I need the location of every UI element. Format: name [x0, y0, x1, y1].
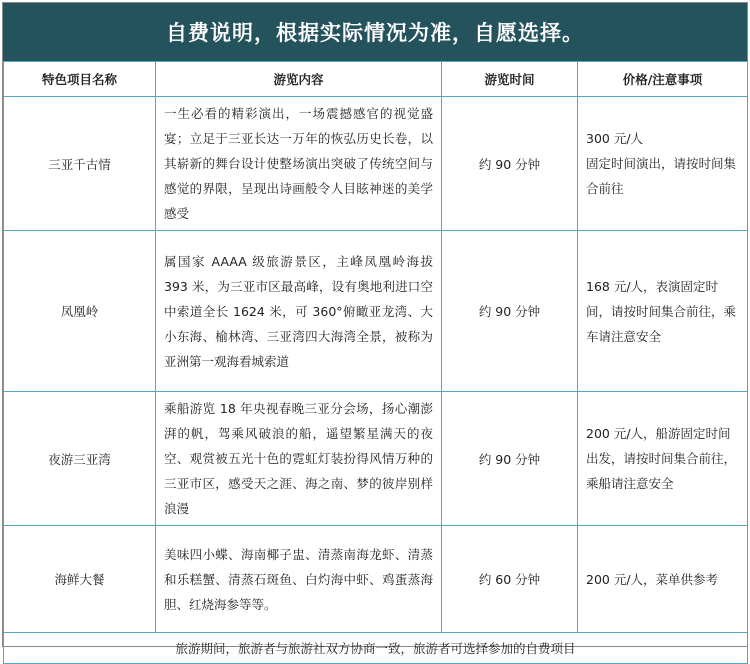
item-content: 美味四小蝶、海南椰子盅、清蒸南海龙虾、清蒸和乐糕蟹、清蒸石斑鱼、白灼海中虾、鸡蛋蒸海胆、红烧海参等等。: [156, 526, 442, 633]
item-time: 约 60 分钟: [442, 526, 578, 633]
header-content: 游览内容: [156, 62, 442, 97]
table-row: [4, 231, 748, 392]
footnote-row: [4, 633, 748, 664]
table-header-row: [4, 62, 748, 97]
item-content: 属国家 AAAA 级旅游景区，主峰凤凰岭海拔 393 米，为三亚市区最高峰，设有奥地利进口空中索道全长 1624 米，可 360°俯瞰亚龙湾、大小东海、榆林湾、三亚湾四大海湾全景，被称为亚洲第一观海看城索道: [156, 231, 442, 392]
header-price: 价格/注意事项: [578, 62, 748, 97]
item-price: 200 元/人，菜单供参考: [578, 526, 748, 633]
table-row: [4, 526, 748, 633]
item-name: 凤凰岭: [4, 231, 156, 392]
table-row: [4, 392, 748, 526]
item-name: 三亚千古情: [4, 97, 156, 231]
item-price: 200 元/人，船游固定时间出发，请按时间集合前往，乘船请注意安全: [578, 392, 748, 526]
page-title: 自费说明，根据实际情况为准，自愿选择。: [3, 3, 747, 61]
item-content: 乘船游览 18 年央视春晚三亚分会场，扬心潮澎湃的帆，驾乘风破浪的船，遥望繁星满天的夜空、观赏被五光十色的霓虹灯装扮得风情万种的三亚市区，感受天之涯、海之南、梦的彼岸别样浪漫: [156, 392, 442, 526]
itinerary-document: [2, 2, 748, 656]
item-price-amount: 300 元/人: [586, 131, 644, 146]
item-price: 168 元/人，表演固定时间，请按时间集合前往，乘车请注意安全: [578, 231, 748, 392]
item-content: 一生必看的精彩演出，一场震撼感官的视觉盛宴；立足于三亚长达一万年的恢弘历史长卷，以其崭新的舞台设计使整场演出突破了传统空间与感觉的界限，呈现出诗画般令人目眩神迷的美学感受: [156, 97, 442, 231]
item-price-note: 固定时间演出，请按时间集合前往: [586, 156, 737, 196]
item-name: 夜游三亚湾: [4, 392, 156, 526]
item-time: 约 90 分钟: [442, 97, 578, 231]
item-time: 约 90 分钟: [442, 392, 578, 526]
item-name: 海鲜大餐: [4, 526, 156, 633]
item-price: [578, 97, 748, 231]
header-name: 特色项目名称: [4, 62, 156, 97]
table-row: [4, 97, 748, 231]
optional-items-table: [3, 61, 748, 664]
header-time: 游览时间: [442, 62, 578, 97]
footnote: 旅游期间，旅游者与旅游社双方协商一致，旅游者可选择参加的自费项目: [4, 633, 748, 664]
item-time: 约 90 分钟: [442, 231, 578, 392]
